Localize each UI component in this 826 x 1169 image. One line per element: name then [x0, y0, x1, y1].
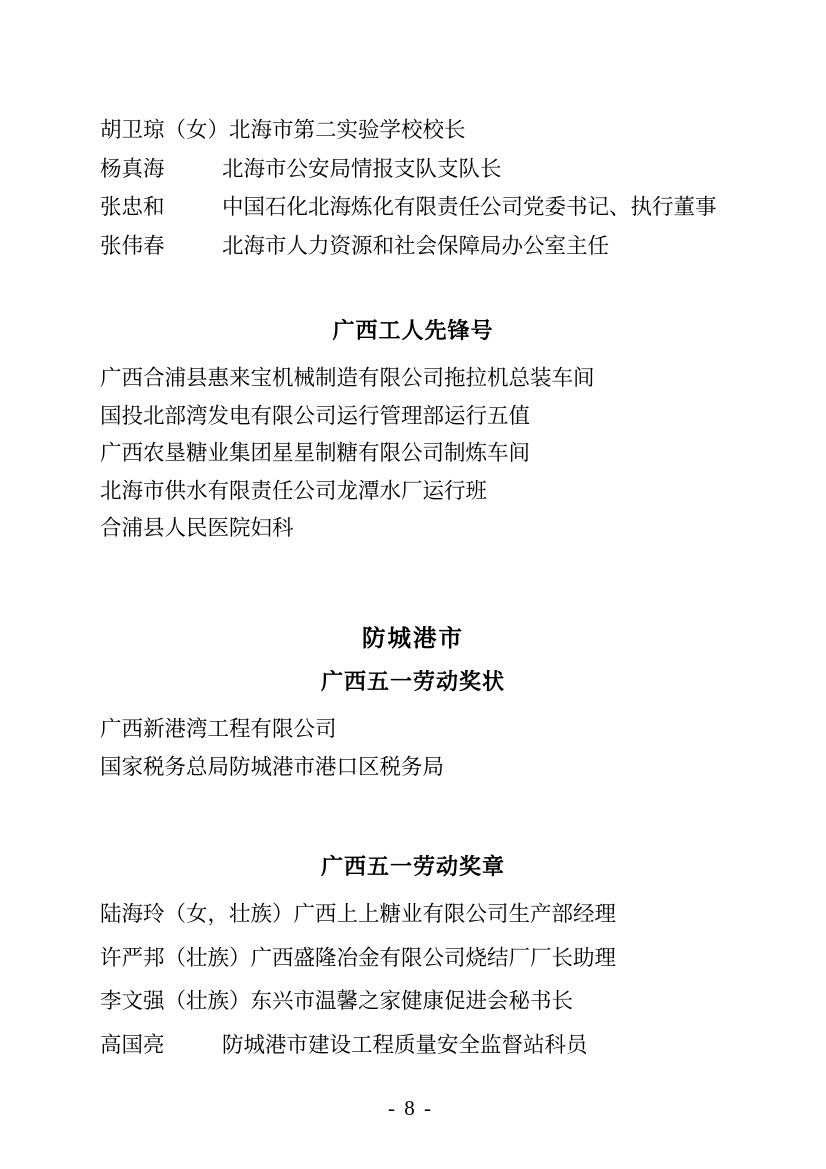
entry-name: 高国亮: [100, 1032, 165, 1057]
spacer: [100, 274, 726, 320]
list-item: 北海市供水有限责任公司龙潭水厂运行班: [100, 478, 488, 503]
spacer: [100, 794, 726, 856]
spacer: [100, 556, 726, 628]
list-item: 国投北部湾发电有限公司运行管理部运行五值: [100, 403, 531, 428]
list-item: [100, 120, 726, 142]
entry-title: 北海市人力资源和社会保障局办公室主任: [222, 233, 610, 258]
awardee-list: [100, 904, 726, 1056]
list-item: 广西农垦糖业集团星星制糖有限公司制炼车间: [100, 441, 531, 465]
entry-name: 胡卫琼（女）: [100, 118, 230, 142]
pioneer-list: [100, 368, 726, 540]
list-item: [100, 945, 726, 970]
entry-name: 张伟春: [100, 233, 165, 258]
entry-name: 陆海玲（女，壮族）: [100, 902, 294, 926]
list-item: [100, 197, 726, 219]
city-heading: 防城港市: [362, 625, 464, 652]
document-body: [100, 120, 726, 1056]
list-item: [100, 1032, 726, 1057]
entry-title: 北海市公安局情报支队支队长: [222, 156, 502, 181]
entry-title: 广西上上糖业有限公司生产部经理: [293, 902, 617, 926]
list-item: [100, 156, 726, 181]
entry-title: 中国石化北海炼化有限责任公司党委书记、执行董事: [222, 195, 717, 219]
list-item: [100, 904, 726, 926]
page-number: [0, 1096, 826, 1121]
entry-title: 防城港市建设工程质量安全监督站科员: [222, 1032, 588, 1057]
entry-title: 北海市第二实验学校校长: [229, 118, 466, 142]
top-entry-list: [100, 120, 726, 257]
section-heading-certificate: 广西五一劳动奖状: [320, 669, 505, 694]
entry-name: 李文强（壮族）: [100, 989, 251, 1013]
section-heading-pioneer: 广西工人先锋号: [332, 318, 494, 343]
entry-title: 广西盛隆冶金有限公司烧结厂厂长助理: [250, 945, 617, 970]
list-item: [100, 233, 726, 258]
list-item: 广西新港湾工程有限公司: [100, 717, 337, 741]
entry-title: 东兴市温馨之家健康促进会秘书长: [250, 989, 574, 1013]
list-item: 国家税务总局防城港市港口区税务局: [100, 754, 445, 779]
entry-name: 杨真海: [100, 156, 165, 181]
list-item: 合浦县人民医院妇科: [100, 516, 294, 540]
entry-name: 张忠和: [100, 195, 165, 219]
list-item: 广西合浦县惠来宝机械制造有限公司拖拉机总装车间: [100, 366, 595, 390]
page-number-text: - 8 -: [388, 1096, 433, 1120]
entry-name: 许严邦（壮族）: [100, 945, 251, 970]
certificate-list: [100, 719, 726, 778]
list-item: [100, 991, 726, 1013]
spacer: [100, 651, 726, 671]
section-heading-award: 广西五一劳动奖章: [320, 854, 505, 879]
